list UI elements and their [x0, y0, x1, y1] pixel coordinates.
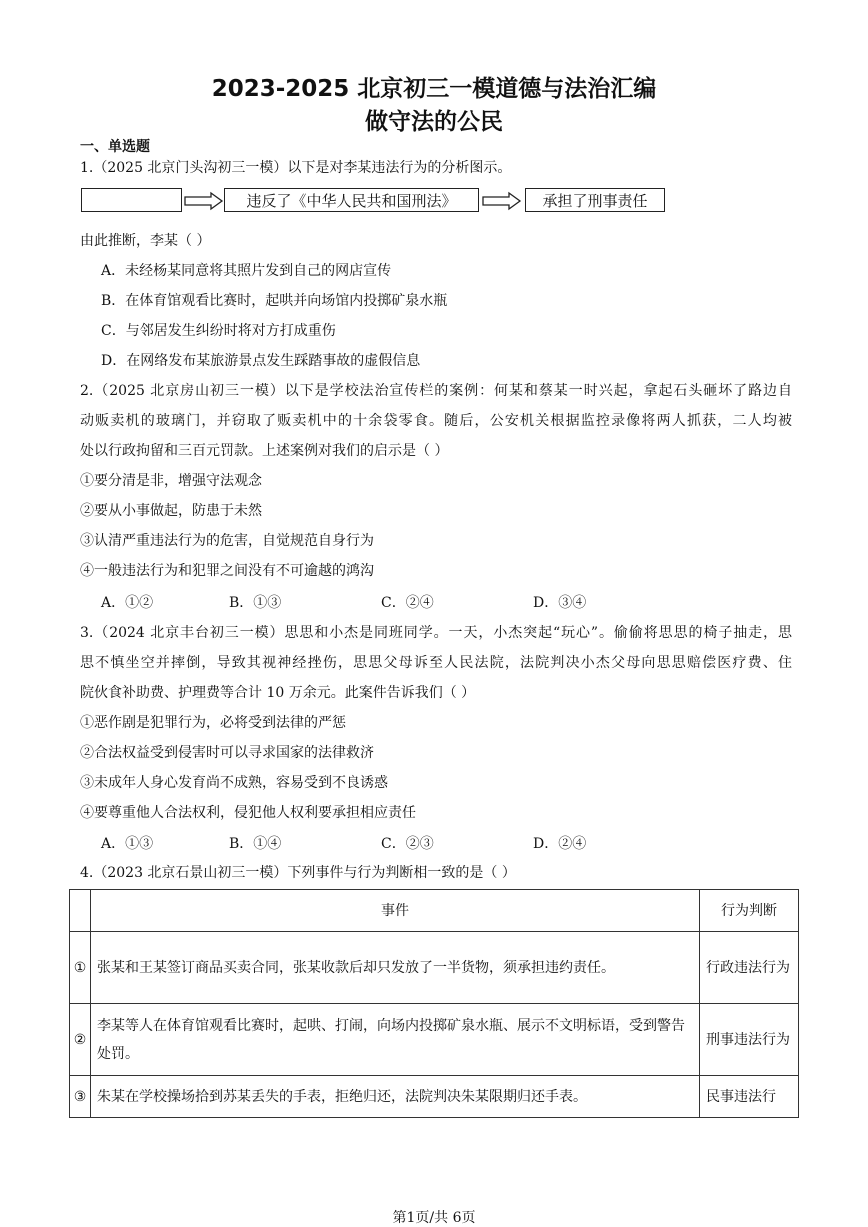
row-event: 朱某在学校操场拾到苏某丢失的手表，拒绝归还，法院判决朱某限期归还手表。 — [91, 1076, 700, 1118]
flow-box-liability: 承担了刑事责任 — [525, 188, 665, 212]
q4-table — [69, 889, 799, 1118]
row-judgment: 民事违法行 — [700, 1076, 799, 1118]
document-subtitle: 做守法的公民 — [365, 109, 503, 135]
q4-stem: 4.（2023 北京石景山初三一模）下列事件与行为判断相一致的是（ ） — [80, 865, 516, 881]
flow-arrow-1 — [184, 191, 224, 211]
q1-option-b: B．在体育馆观看比赛时，起哄并向场馆内投掷矿泉水瓶 — [101, 293, 448, 309]
q2-item-3: ③认清严重违法行为的危害，自觉规范自身行为 — [80, 533, 374, 549]
row-judgment: 行政违法行为 — [700, 932, 799, 1004]
q1-stem: 1.（2025 北京门头沟初三一模）以下是对李某违法行为的分析图示。 — [80, 160, 512, 176]
flow-box-blank — [81, 188, 182, 212]
q2-choice-b: B．①③ — [229, 595, 282, 611]
row-number: ① — [70, 932, 91, 1004]
q3-item-3: ③未成年人身心发育尚不成熟，容易受到不良诱惑 — [80, 775, 388, 791]
q1-option-c: C．与邻居发生纠纷时将对方打成重伤 — [101, 323, 336, 339]
q2-stem-line-3: 处以行政拘留和三百元罚款。上述案例对我们的启示是（ ） — [80, 443, 449, 459]
q2-choice-a: A．①② — [101, 595, 154, 611]
q2-stem-line-2: 动贩卖机的玻璃门，并窃取了贩卖机中的十余袋零食。随后，公安机关根据监控录像将两人抓获，二人均被 — [80, 413, 792, 429]
table-row — [70, 1004, 799, 1076]
q3-choice-b: B．①④ — [229, 836, 282, 852]
section-heading: 一、单选题 — [80, 139, 150, 155]
q3-stem-line-3: 院伙食补助费、护理费等合计 10 万余元。此案件告诉我们（ ） — [80, 685, 476, 701]
q3-choice-d: D．②④ — [533, 836, 587, 852]
q3-choice-c: C．②③ — [381, 836, 434, 852]
row-event: 张某和王某签订商品买卖合同，张某收款后却只发放了一半货物，须承担违约责任。 — [91, 932, 700, 1004]
table-row — [70, 932, 799, 1004]
flow-arrow-2 — [482, 191, 522, 211]
table-header-num — [70, 890, 91, 932]
row-judgment: 刑事违法行为 — [700, 1004, 799, 1076]
q3-item-2: ②合法权益受到侵害时可以寻求国家的法律救济 — [80, 745, 374, 761]
q1-option-a: A．未经杨某同意将其照片发到自己的网店宣传 — [101, 263, 392, 279]
table-header-row — [70, 890, 799, 932]
q3-choice-a: A．①③ — [101, 836, 154, 852]
q2-choice-d: D．③④ — [533, 595, 587, 611]
q3-item-1: ①恶作剧是犯罪行为，必将受到法律的严惩 — [80, 715, 346, 731]
flow-box-law: 违反了《中华人民共和国刑法》 — [224, 188, 479, 212]
q2-item-1: ①要分清是非，增强守法观念 — [80, 473, 262, 489]
q1-option-d: D．在网络发布某旅游景点发生踩踏事故的虚假信息 — [101, 353, 421, 369]
q2-choice-c: C．②④ — [381, 595, 434, 611]
q2-stem-line-1: 2.（2025 北京房山初三一模）以下是学校法治宣传栏的案例：何某和蔡某一时兴起，拿起石头砸坏了路边自 — [80, 383, 792, 399]
table-header-judgment: 行为判断 — [700, 890, 799, 932]
q3-stem-line-2: 思不慎坐空并摔倒，导致其视神经挫伤，思思父母诉至人民法院，法院判决小杰父母向思思赔偿医疗费、住 — [80, 655, 792, 671]
q2-item-2: ②要从小事做起，防患于未然 — [80, 503, 262, 519]
q2-item-4: ④一般违法行为和犯罪之间没有不可逾越的鸿沟 — [80, 563, 374, 579]
document-title: 2023-2025 北京初三一模道德与法治汇编 — [211, 76, 657, 102]
q1-question: 由此推断，李某（ ） — [80, 233, 211, 249]
q3-item-4: ④要尊重他人合法权利，侵犯他人权利要承担相应责任 — [80, 805, 416, 821]
q3-stem-line-1: 3.（2024 北京丰台初三一模）思思和小杰是同班同学。一天，小杰突起“玩心”。偷偷将思思的椅子抽走，思 — [80, 625, 792, 641]
table-header-event: 事件 — [91, 890, 700, 932]
row-event: 李某等人在体育馆观看比赛时，起哄、打闹，向场内投掷矿泉水瓶、展示不文明标语，受到警告处罚。 — [91, 1004, 700, 1076]
row-number: ③ — [70, 1076, 91, 1118]
table-row — [70, 1076, 799, 1118]
row-number: ② — [70, 1004, 91, 1076]
page-footer: 第1页/共 6页 — [392, 1210, 476, 1226]
